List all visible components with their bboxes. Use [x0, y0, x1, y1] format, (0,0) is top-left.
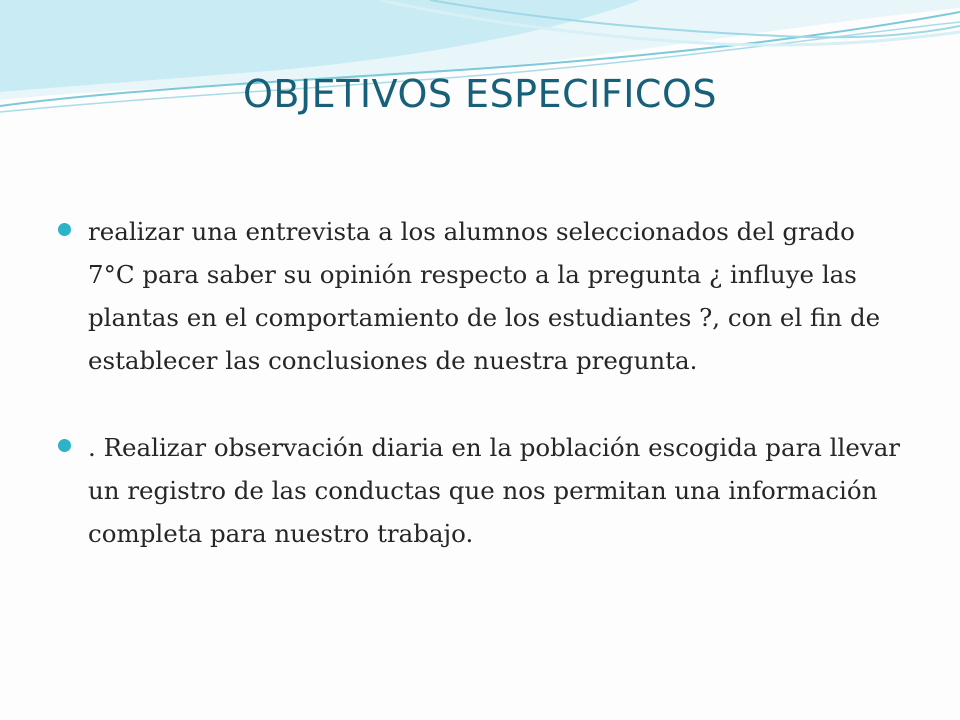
- bullet-item: [58, 210, 908, 382]
- bullet-item: [58, 426, 908, 555]
- bullet-text: . Realizar observación diaria en la población escogida para llevar un registro de las conductas que nos permitan una información completa para nuestro trabajo.: [88, 433, 901, 548]
- bullet-text: realizar una entrevista a los alumnos seleccionados del grado 7°C para saber su opinión respecto a la pregunta ¿ influye las plantas en el comportamiento de los estudiantes ?, con el fin de establecer las conclusiones de nuestra pregunta.: [88, 217, 881, 375]
- bullet-list: [58, 210, 908, 555]
- bullet-dot-icon: [58, 439, 71, 452]
- bullet-dot-icon: [58, 223, 71, 236]
- slide-title: OBJETIVOS ESPECIFICOS: [243, 72, 717, 116]
